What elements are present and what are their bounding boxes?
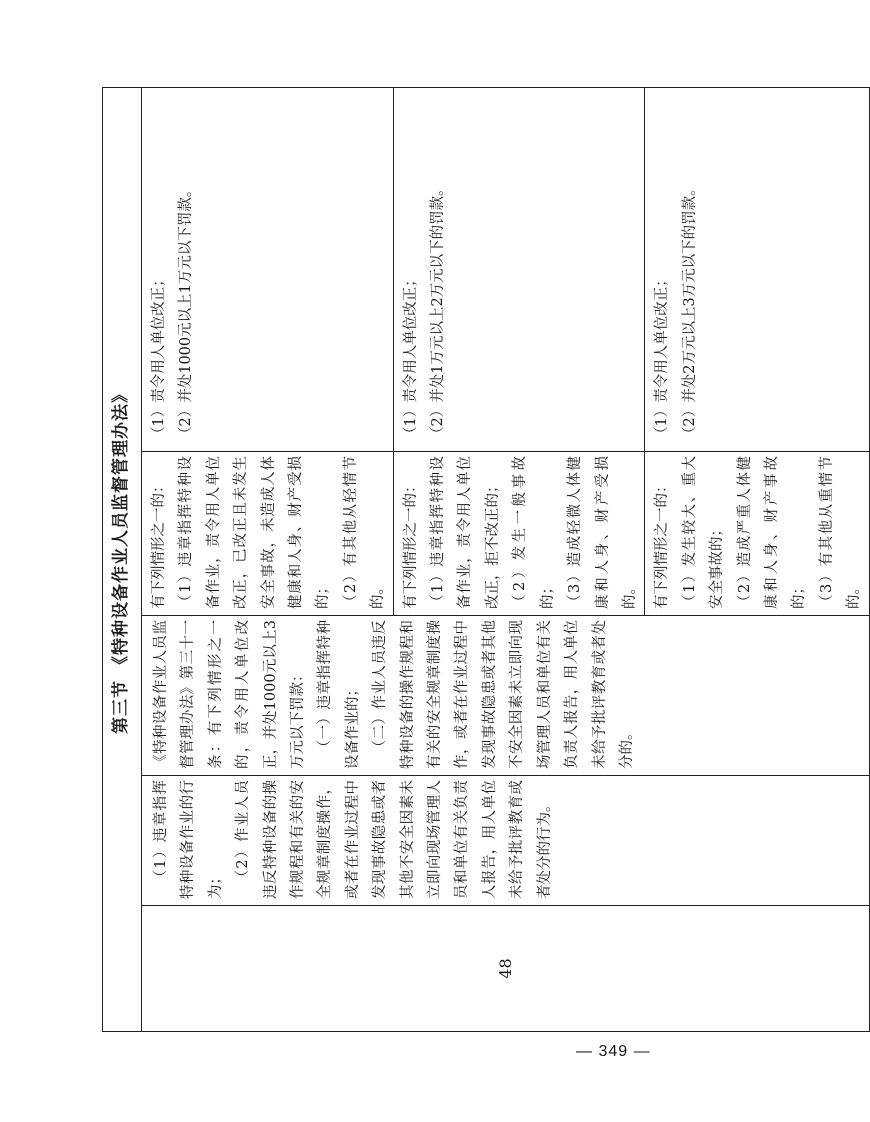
tier-condition-cell bbox=[393, 452, 645, 616]
penalty-table bbox=[102, 87, 870, 1032]
condition-line: 有下列情形之一的： bbox=[402, 478, 419, 609]
behavior-item: （1）违章指挥特种设备作业的行为； bbox=[153, 780, 224, 899]
tier-penalty-cell bbox=[142, 87, 394, 451]
behavior-item: （2）作业人员违反特种设备的操作规程和有关的安全规章制度操作，或者在作业过程中发现事故隐患或者其他不安全因素未立即向现场管理人员和单位有关负责人报告，用人单位未给予批评教育或者处分的行为。 bbox=[235, 780, 553, 899]
basis-item: （一）违章指挥特种设备作业的； bbox=[317, 620, 361, 769]
table-row bbox=[142, 87, 394, 1031]
violation-behavior-cell bbox=[142, 776, 870, 906]
penalty-line: （1）责令用人单位改正； bbox=[151, 272, 167, 441]
condition-line: （1）违章指挥特种设备作业，责令用人单位改正，已改正且未发生安全事故，未造成人体健康和人身、财产受损的； bbox=[178, 456, 332, 609]
penalty-line: （1）责令用人单位改正； bbox=[402, 272, 419, 441]
condition-line: （2）有其他从轻情节的。 bbox=[342, 456, 387, 609]
tier-penalty-cell bbox=[645, 87, 869, 451]
tier-condition-cell bbox=[645, 452, 869, 616]
condition-line: 有下列情形之一的： bbox=[654, 478, 671, 609]
condition-line: （3）有其他从重情节的。 bbox=[818, 456, 863, 609]
basis-item: （二）作业人员违反特种设备的操作规程和有关的安全规章制度操作，或者在作业过程中发现事故隐患或者其他不安全因素未立即向现场管理人员和单位有关负责人报告，用人单位未给予批评教育或者处分的。 bbox=[372, 620, 635, 769]
penalty-line: （2）并处2万元以上3万元以下的罚款。 bbox=[681, 181, 698, 441]
condition-line: （1）发生较大、重大安全事故的； bbox=[681, 456, 726, 609]
condition-line: （1）违章指挥特种设备作业，责令用人单位改正，拒不改正的； bbox=[430, 456, 501, 609]
penalty-line: （2）并处1万元以上2万元以下的罚款。 bbox=[430, 181, 447, 441]
condition-line: （3）造成轻微人体健康和人身、财产受损的。 bbox=[567, 456, 638, 609]
tier-penalty-cell bbox=[393, 87, 645, 451]
penalty-line: （2）并处1000元以上1万元以下罚款。 bbox=[178, 182, 195, 441]
tier-condition-cell bbox=[142, 452, 394, 616]
penalty-line: （1）责令用人单位改正； bbox=[654, 272, 671, 441]
legal-basis-cell bbox=[142, 616, 870, 776]
rotated-page-content bbox=[102, 88, 863, 1032]
item-number: 48 bbox=[142, 906, 870, 1032]
page-number: — 349 — bbox=[576, 1043, 651, 1060]
condition-line: （2）发生一般事故的； bbox=[512, 456, 556, 609]
section-title: 第三节 《特种设备作业人员监督管理办法》 bbox=[103, 87, 142, 1031]
section-header-row bbox=[103, 87, 142, 1031]
condition-line: （2）造成严重人体健康和人身、财产事故的； bbox=[736, 456, 808, 609]
basis-article: 《特种设备作业人员监督管理办法》第三十一条：有下列情形之一的，责令用人单位改正，并处1000元以上3万元以下罚款： bbox=[153, 620, 307, 769]
condition-line: 有下列情形之一的： bbox=[151, 478, 167, 609]
